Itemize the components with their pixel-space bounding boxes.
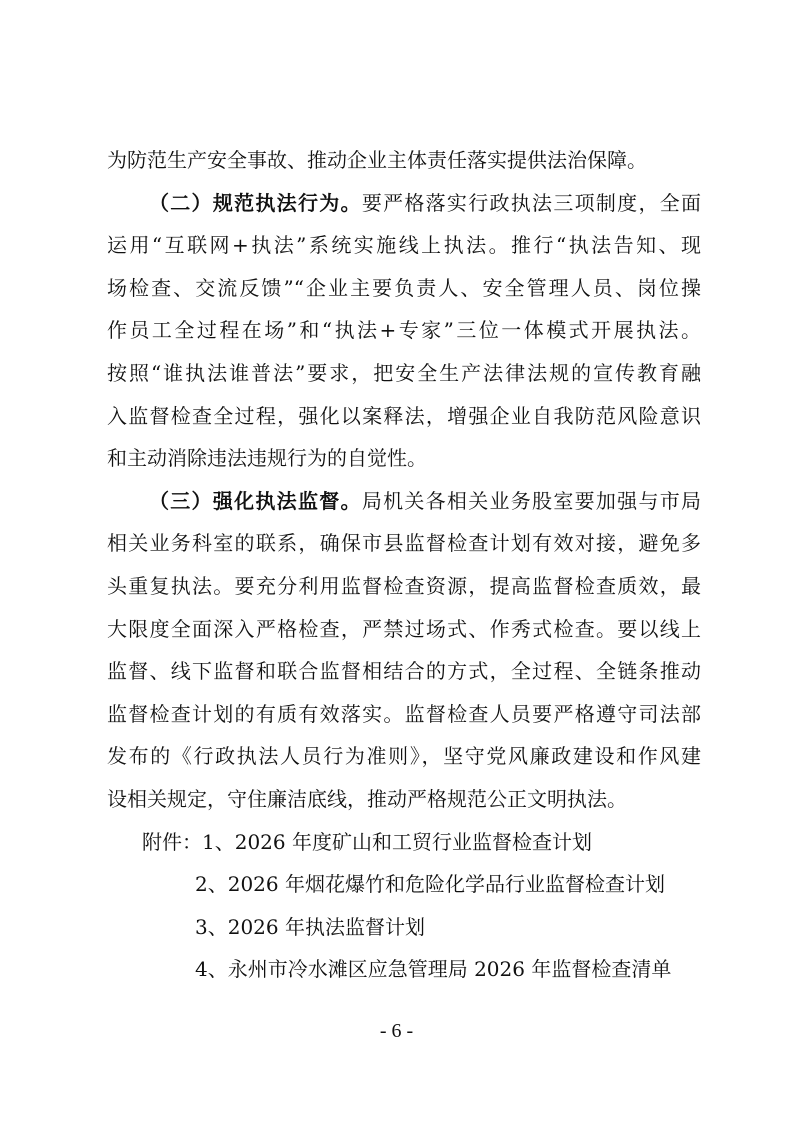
page-number: - 6 - [379,1020,414,1042]
section-heading: （二）规范执法行为。 [149,190,362,215]
paragraph-line: 监督、线下监督和联合监督相结合的方式，全过程、全链条推动 [107,659,701,684]
paragraph-enforcement-supervision [107,480,701,821]
attachments-list [107,821,701,991]
paragraph-line: 按照“谁执法谁普法”要求，把安全生产法律法规的宣传教育融 [107,360,701,385]
section-heading: （三）强化执法监督。 [149,488,362,513]
paragraph-line: 入监督检查全过程，强化以案释法，增强企业自我防范风险意识 [107,403,701,428]
paragraph-line: 监督检查计划的有质有效落实。监督检查人员要严格遵守司法部 [107,701,701,726]
paragraph-line: 场检查、交流反馈”“企业主要负责人、安全管理人员、岗位操 [107,275,701,300]
paragraph-enforcement-conduct [107,182,701,480]
paragraph-line: 运用“互联网+执法”系统实施线上执法。推行“执法告知、现 [107,233,701,258]
paragraph-line: 和主动消除违法违规行为的自觉性。 [107,446,427,471]
attachment-item: 2、2026 年烟花爆竹和危险化学品行业监督检查计划 [195,872,665,897]
paragraph-line: 设相关规定，守住廉洁底线，推动严格规范公正文明执法。 [107,786,627,811]
paragraph-line [107,480,701,523]
paragraph-line: 发布的《行政执法人员行为准则》，坚守党风廉政建设和作风建 [107,744,701,769]
paragraph-line: 头重复执法。要充分利用监督检查资源，提高监督检查质效，最 [107,573,701,598]
paragraph-line: 为防范生产安全事故、推动企业主体责任落实提供法治保障。 [107,148,647,172]
attachment-item [107,821,701,864]
attachment-title: 1、2026 年度矿山和工贸行业监督检查计划 [202,829,592,854]
paragraph-line: 相关业务科室的联系，确保市县监督检查计划有效对接，避免多 [107,531,701,556]
paragraph-line: 大限度全面深入严格检查，严禁过场式、作秀式检查。要以线上 [107,616,701,641]
paragraph-text: 局机关各相关业务股室要加强与市局 [361,488,702,513]
attachment-item: 4、永州市冷水滩区应急管理局 2026 年监督检查清单 [195,957,672,982]
paragraph-text: 要严格落实行政执法三项制度，全面 [361,190,702,215]
paragraph-line: 作员工全过程在场”和“执法+专家”三位一体模式开展执法。 [107,318,701,343]
attachments-label: 附件： [142,829,202,854]
attachment-item: 3、2026 年执法监督计划 [195,914,425,939]
document-body [107,139,701,991]
paragraph-line [107,182,701,225]
